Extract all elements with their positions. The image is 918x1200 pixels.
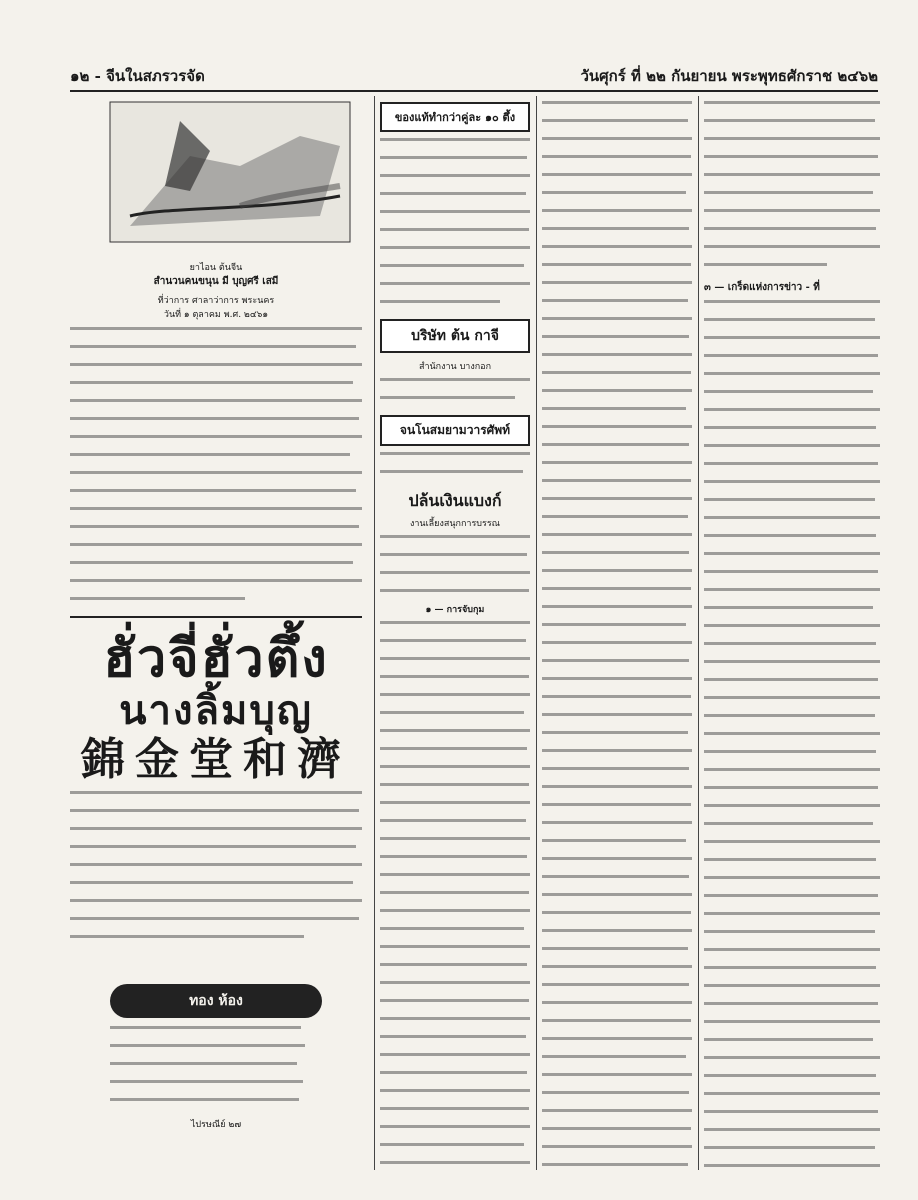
column-1 <box>70 96 362 1170</box>
column-rule-3 <box>698 96 699 1170</box>
lower-ad-list <box>110 1026 322 1111</box>
section-heading-1: ๑ — การจับกุม <box>425 605 485 615</box>
col2-text-2 <box>380 378 530 409</box>
col3-text <box>542 101 692 1170</box>
lottery-heading: จนโนสมยามวารศัพท์ <box>380 415 530 446</box>
column-rule-2 <box>536 96 537 1170</box>
notice-date: วันที่ ๑ ตุลาคม พ.ศ. ๒๔๖๑ <box>163 310 269 320</box>
banner-label: ทอง ห้อง <box>110 984 322 1018</box>
col2-text-3 <box>380 452 530 483</box>
page-header-left: ๑๒ - จีนในสภรวรจัด <box>70 67 205 85</box>
company-subtitle: สำนักงาน บางกอก <box>418 362 492 372</box>
section-heading-3: ๓ — เกร็ดแห่งการข่าว - ที่ <box>704 282 820 293</box>
caption-line-2: สำนวนคนขนุน มี บุญศรี เสมี <box>153 276 279 287</box>
caption-line-1: ยาไอน ต้นจีน <box>189 263 243 273</box>
lower-ad <box>70 984 362 1131</box>
ad-body <box>70 791 362 948</box>
col4-text-2 <box>704 300 880 1170</box>
bank-subheading: งานเลี้ยงสนุกการบรรณ <box>409 519 501 529</box>
ad-chinese-title: 錦金堂和濟 <box>81 734 351 785</box>
box-heading-top: ของแท้ทำกว่าคู่ละ ๑๐ ตึ้ง <box>380 102 530 132</box>
col2-text-4 <box>380 535 530 602</box>
column-4 <box>704 96 880 1170</box>
lower-ad-footer: ไปรษณีย์ ๒๗ <box>190 1120 242 1130</box>
col4-text-1 <box>704 101 880 276</box>
notice-line: ที่ว่าการ ศาลาว่าการ พระนคร <box>157 296 275 306</box>
ad-brand-subtitle: นางลิ้มบุญ <box>119 687 313 734</box>
column-3 <box>542 96 692 1170</box>
page-header <box>70 62 878 92</box>
article-body <box>70 327 362 610</box>
col2-text-1 <box>380 138 530 313</box>
column-2 <box>380 96 530 1170</box>
illustration-image <box>70 96 362 256</box>
company-heading: บริษัท ต้น กาจี <box>380 319 530 353</box>
page-header-date: วันศุกร์ ที่ ๒๒ กันยายน พระพุทธศักราช ๒๔๖๒ <box>580 67 878 85</box>
ad-brand-title: ฮั่วจี่ฮั่วตึ้ง <box>103 628 329 689</box>
bank-heading: ปล้นเงินแบงก์ <box>408 491 502 510</box>
col2-text-5 <box>380 621 530 1170</box>
column-rule-1 <box>374 96 375 1170</box>
ad-block <box>70 616 362 948</box>
